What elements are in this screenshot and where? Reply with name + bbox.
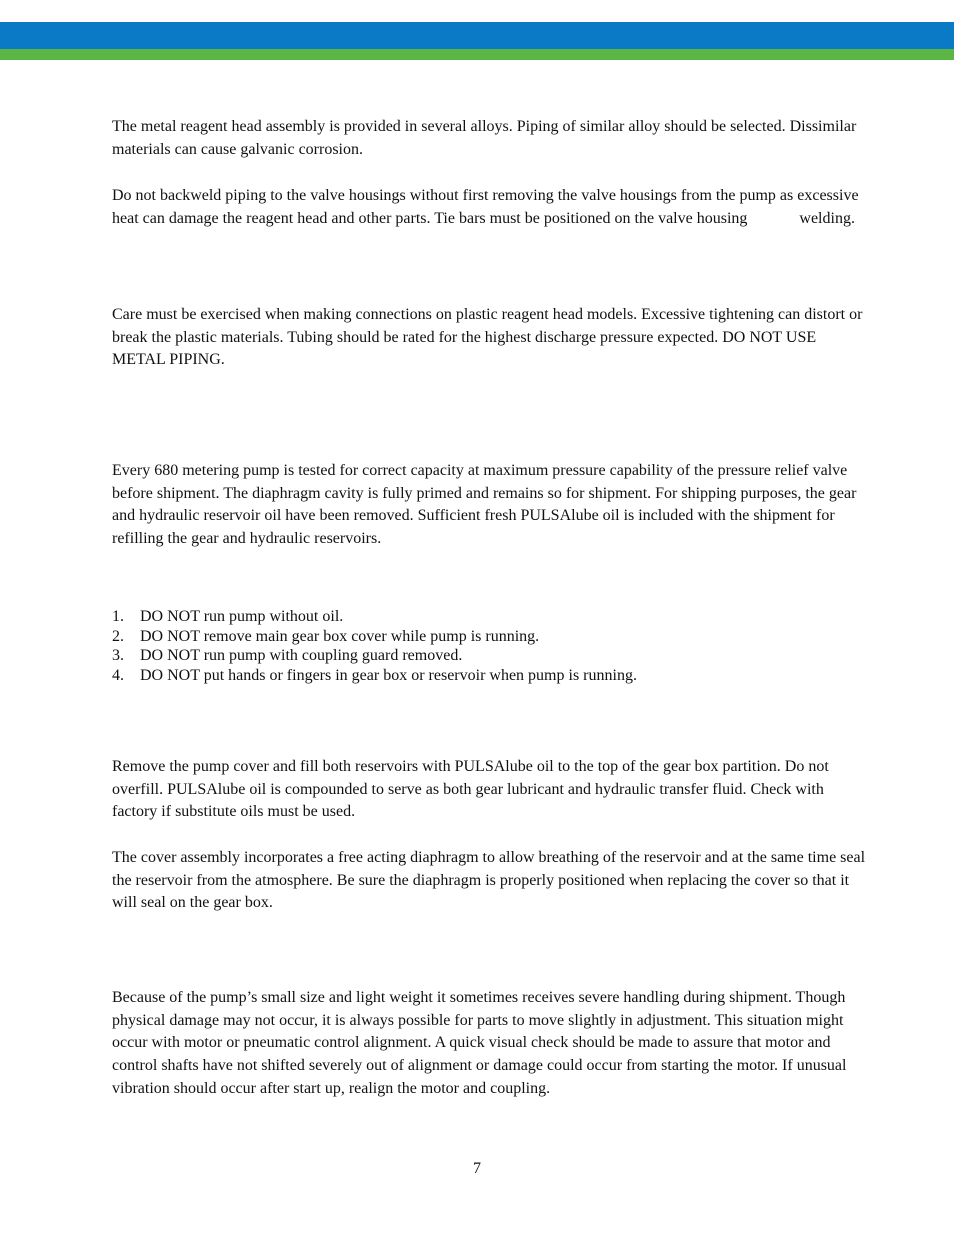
list-item <box>112 666 872 686</box>
header-blue-band <box>0 22 954 49</box>
page-number: 7 <box>473 1160 481 1177</box>
paragraph-cover-assembly: The cover assembly incorporates a free acting diaphragm to allow breathing of the reservoir and at the same time seal the reservoir from the atmosphere. Be sure the diaphragm is properly positioned when replacing the cover so that it will seal on the gear box. <box>112 849 866 912</box>
list-item-text: DO NOT run pump with coupling guard removed. <box>140 647 463 665</box>
list-item-number: 3. <box>112 647 124 665</box>
list-item <box>112 627 872 647</box>
paragraph-piping-alloys: The metal reagent head assembly is provided in several alloys. Piping of similar alloy should be selected. Dissimilar materials can cause galvanic corrosion. <box>112 118 857 158</box>
paragraph-backweld-main: Do not backweld piping to the valve housings without first removing the valve housings from the pump as excessive heat can damage the reagent head and other parts. Tie bars must be positioned on the valve housing <box>112 187 859 227</box>
paragraph-pump-testing: Every 680 metering pump is tested for correct capacity at maximum pressure capability of the pressure relief valve before shipment. The diaphragm cavity is fully primed and remains so for shipment. For shipping purposes, the gear and hydraulic reservoir oil have been removed. Sufficient fresh PULSAlube oil is included with the shipment for refilling the gear and hydraulic reservoirs. <box>112 462 857 548</box>
list-item <box>112 607 872 627</box>
list-item-number: 1. <box>112 608 124 625</box>
paragraph-backweld-end: welding. <box>799 209 855 227</box>
list-item-number: 4. <box>112 667 124 685</box>
warning-list <box>112 607 872 686</box>
paragraph-plastic-connections: Care must be exercised when making connections on plastic reagent head models. Excessive tightening can distort or break the plastic materials. Tubing should be rated for the highest discharge pressure expected. DO NOT USE METAL PIPING. <box>112 306 863 369</box>
header-green-band <box>0 49 954 60</box>
paragraph-fill-reservoirs: Remove the pump cover and fill both reservoirs with PULSAlube oil to the top of the gear box partition. Do not overfill. PULSAlube oil is compounded to serve as both gear lubricant and hydraulic transfer fluid. Check with factory if substitute oils must be used. <box>112 758 829 821</box>
list-item-text: DO NOT put hands or fingers in gear box or reservoir when pump is running. <box>140 667 637 685</box>
list-item-number: 2. <box>112 627 124 645</box>
list-item-text: DO NOT remove main gear box cover while pump is running. <box>140 627 540 645</box>
paragraph-shipment-alignment: Because of the pump’s small size and light weight it sometimes receives severe handling during shipment. Though physical damage may not occur, it is always possible for parts to move slightly in adjustment. This situation might occur with motor or pneumatic control alignment. A quick visual check should be made to assure that motor and control shafts have not shifted severely out of alignment or damage could occur from starting the motor. If unusual vibration should occur after start up, realign the motor and coupling. <box>112 989 847 1097</box>
paragraph-backweld <box>112 185 872 230</box>
list-item <box>112 646 872 666</box>
list-item-text: DO NOT run pump without oil. <box>140 608 344 625</box>
